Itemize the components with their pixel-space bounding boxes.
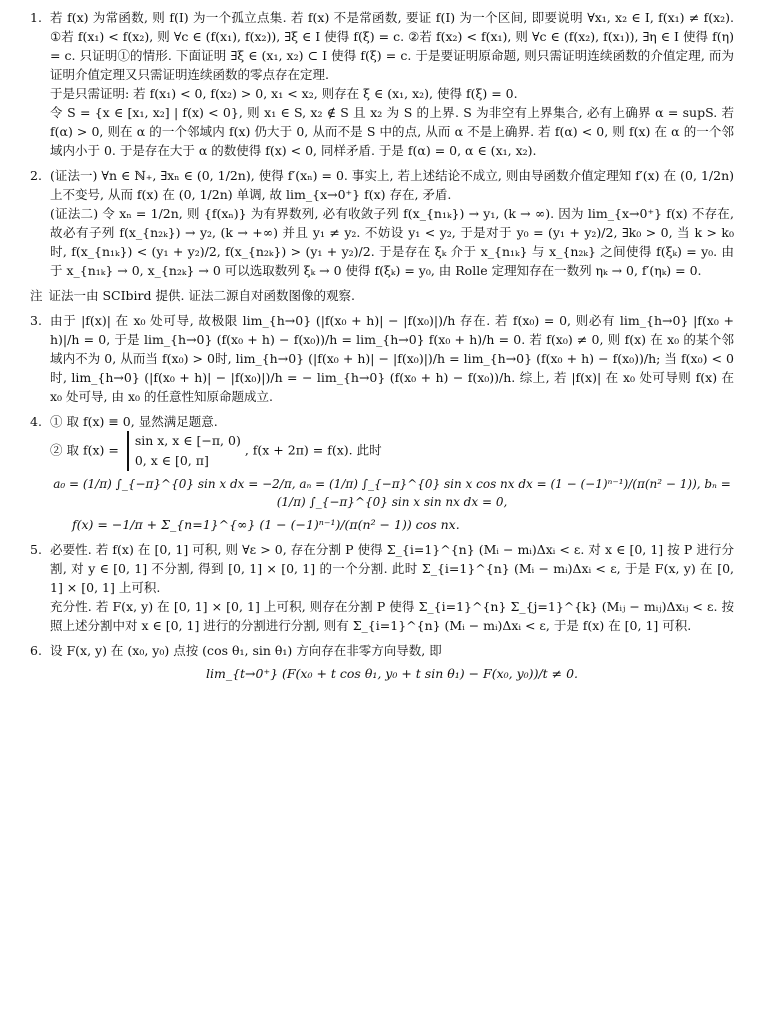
- paragraph: (证法二) 令 xₙ = 1/2n, 则 {f(xₙ)} 为有界数列, 必有收敛子列 f(x_{n₁ₖ}) → y₁, (k → ∞). 因为 lim_{x→0⁺} f(x) 不存在, 故必有子列 f(x_{n₂ₖ}) → y₂, (k → +∞) 并且 y₁ ≠ y₂. 不妨设 y₁ < y₂, 于是对于 y₀ = (y₁ + y₂)/2, ∃k₀ > 0, 当 k > k₀ 时, f(x_{n₁ₖ}) < (y₁ + y₂)/2, f(x_{n₂ₖ}) > (y₁ + y₂)/2. 于是存在 ξₖ 介于 x_{n₁ₖ} 与 x_{n₂ₖ} 之间使得 f(ξₖ) = y₀. 由于 x_{n₁ₖ} → 0, x_{n₂ₖ} → 0 可以选取数列 ξₖ → 0 使得 f(ξₖ) = y₀, 由 Rolle 定理知存在一数列 ηₖ → 0, f′(ηₖ) = 0.: [50, 206, 734, 278]
- problem-number: 3.: [30, 313, 42, 328]
- remark-tag: 注: [30, 288, 43, 303]
- problem-6: [30, 641, 734, 683]
- problem-1: [30, 8, 734, 160]
- problem-number: 2.: [30, 168, 42, 183]
- paragraph: 由于 |f(x)| 在 x₀ 处可导, 故极限 lim_{h→0} (|f(x₀ + h)| − |f(x₀)|)/h 存在. 若 f(x₀) = 0, 则必有 lim_{h→0} |f(x₀ + h)|/h = 0, 于是 lim_{h→0} (f(x₀ + h) − f(x₀))/h = lim_{h→0} f(x₀ + h)/h = 0. 若 f(x₀) ≠ 0, 则 f(x) 在 x₀ 的某个邻域内不为 0, 从而当 f(x₀) > 0时, lim_{h→0} (|f(x₀ + h)| − |f(x₀)|)/h = lim_{h→0} (f(x₀ + h) − f(x₀))/h; 当 f(x₀) < 0 时, lim_{h→0} (|f(x₀ + h)| − |f(x₀)|)/h = − lim_{h→0} (f(x₀ + h) − f(x₀))/h. 综上, 若 |f(x)| 在 x₀ 处可导则 f(x) 在 x₀ 处可导, 由 x₀ 的任意性知原命题成立.: [50, 313, 734, 404]
- problem-number: 5.: [30, 542, 42, 558]
- problem-3: [30, 311, 734, 406]
- remark: [30, 286, 734, 305]
- case-2: 0, x ∈ [0, π]: [134, 453, 209, 468]
- problem-4: [30, 412, 734, 534]
- paragraph: 于是只需证明: 若 f(x₁) < 0, f(x₂) > 0, x₁ < x₂, 则存在 ξ ∈ (x₁, x₂), 使得 f(ξ) = 0.: [50, 86, 518, 101]
- piecewise-suffix: , f(x + 2π) = f(x). 此时: [244, 442, 382, 458]
- problem-number: 1.: [30, 10, 42, 25]
- paragraph: 必要性. 若 f(x) 在 [0, 1] 可积, 则 ∀ε > 0, 存在分割 P 使得 Σ_{i=1}^{n} (Mᵢ − mᵢ)Δxᵢ < ε. 对 x ∈ [0, 1] 按 P 进行分割, 对 y ∈ [0, 1] 不分割, 得到 [0, 1] × [0, 1] 的一个分割. 此时 Σ_{i=1}^{n} (Mᵢ − mᵢ)Δxᵢ < ε, 于是 F(x, y) 在 [0, 1] × [0, 1] 上可积.: [50, 542, 734, 596]
- problem-number: 6.: [30, 643, 42, 659]
- problem-number: 4.: [30, 414, 42, 429]
- paragraph: (证法一) ∀n ∈ ℕ₊, ∃xₙ ∈ (0, 1/2n), 使得 f′(xₙ) = 0. 事实上, 若上述结论不成立, 则由导函数介值定理知 f′(x) 在 (0, 1/2n) 上不变号, 从而 f(x) 在 (0, 1/2n) 单调, 故 lim_{x→0⁺} f(x) 存在, 矛盾.: [50, 168, 734, 202]
- directional-derivative-equation: lim_{t→0⁺} (F(x₀ + t cos θ₁, y₀ + t sin θ₁) − F(x₀, y₀))/t ≠ 0.: [205, 666, 579, 682]
- fourier-coefficients: a₀ = (1/π) ∫_{−π}^{0} sin x dx = −2/π, aₙ = (1/π) ∫_{−π}^{0} sin x cos nx dx = (1 − (−1)ⁿ⁻¹)/(π(n² − 1)), bₙ = (1/π) ∫_{−π}^{0} sin x sin nx dx = 0,: [53, 477, 731, 510]
- paragraph: ① 取 f(x) ≡ 0, 显然满足题意.: [50, 414, 218, 429]
- piecewise-prefix: ② 取 f(x) =: [50, 442, 119, 458]
- paragraph: 充分性. 若 F(x, y) 在 [0, 1] × [0, 1] 上可积, 则存在分割 P 使得 Σ_{i=1}^{n} Σ_{j=1}^{k} (Mᵢⱼ − mᵢⱼ)Δxᵢⱼ < ε. 按照上述分割中对 x ∈ [0, 1] 进行的分割进行分割, 则有 Σ_{i=1}^{n} (Mᵢ − mᵢ)Δxᵢ < ε, 于是 f(x) 在 [0, 1] 可积.: [50, 599, 734, 634]
- remark-text: 证法一由 SCIbird 提供. 证法二源自对函数图像的观察.: [48, 288, 355, 303]
- paragraph: 令 S = {x ∈ [x₁, x₂] | f(x) < 0}, 则 x₁ ∈ S, x₂ ∉ S 且 x₂ 为 S 的上界. S 为非空有上界集合, 必有上确界 α = supS. 若 f(α) > 0, 则在 α 的一个邻域内 f(x) 仍大于 0, 从而不是 S 中的点, 从而 α 不是上确界. 若 f(α) < 0, 则 f(x) 在 α 的一个邻域内小于 0. 于是存在大于 α 的数使得 f(x) < 0, 同样矛盾. 于是 f(α) = 0, α ∈ (x₁, x₂).: [50, 105, 734, 158]
- problem-5: [30, 540, 734, 635]
- piecewise-definition: [50, 431, 734, 471]
- case-1: sin x, x ∈ [−π, 0): [134, 433, 241, 448]
- paragraph: 设 F(x, y) 在 (x₀, y₀) 点按 (cos θ₁, sin θ₁) 方向存在非零方向导数, 即: [50, 643, 442, 659]
- fourier-series: f(x) = −1/π + Σ_{n=1}^{∞} (1 − (−1)ⁿ⁻¹)/(π(n² − 1)) cos nx.: [72, 517, 460, 533]
- cases-brace: [127, 431, 241, 471]
- problem-2: [30, 166, 734, 280]
- paragraph: 若 f(x) 为常函数, 则 f(I) 为一个孤立点集. 若 f(x) 不是常函数, 要证 f(I) 为一个区间, 即要说明 ∀x₁, x₂ ∈ I, f(x₁) ≠ f(x₂). ①若 f(x₁) < f(x₂), 则 ∀c ∈ (f(x₁), f(x₂)), ∃ξ ∈ I 使得 f(ξ) = c. ②若 f(x₂) < f(x₁), 则 ∀c ∈ (f(x₂), f(x₁)), ∃η ∈ I 使得 f(η) = c. 只证明①的情形. 下面证明 ∃ξ ∈ (x₁, x₂) ⊂ I 使得 f(ξ) = c. 于是要证明原命题, 则只需证明连续函数的介值定理, 而为证明介值定理又只需证明连续函数的零点存在定理.: [50, 10, 734, 82]
